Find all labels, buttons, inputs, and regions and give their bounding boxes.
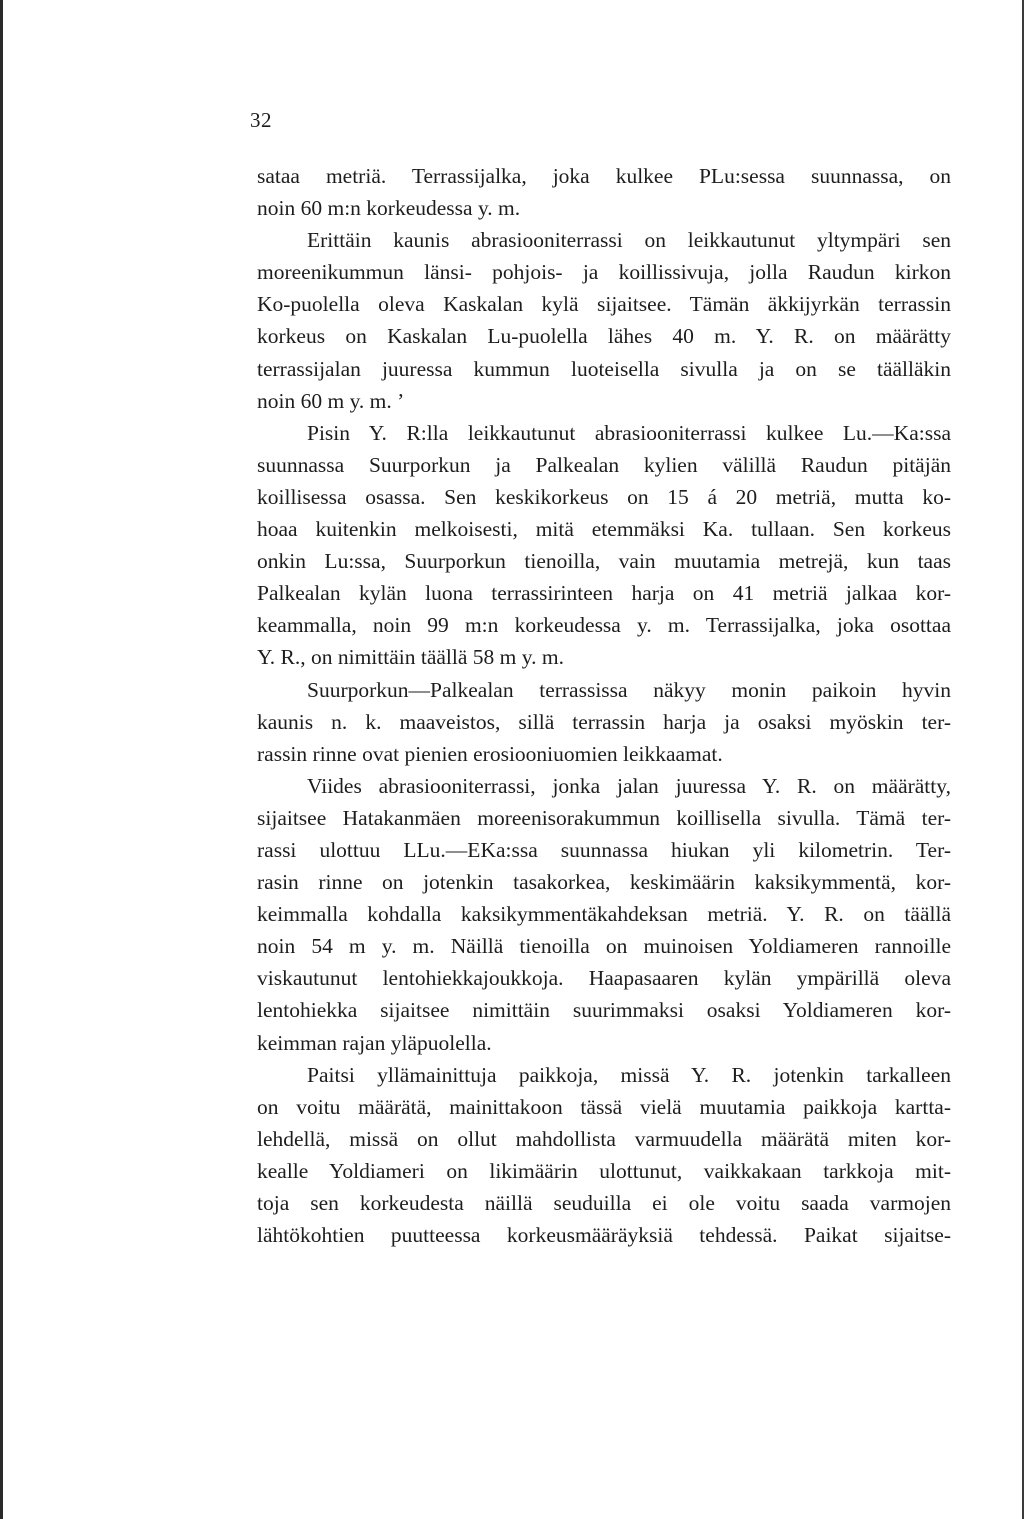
page-edge-left bbox=[0, 0, 3, 1519]
text-line: korkeus on Kaskalan Lu-puolella lähes 40 m. Y. R. on määrätty bbox=[257, 324, 951, 349]
text-line: Paitsi yllämainittuja paikkoja, missä Y. R. jotenkin tarkalleen bbox=[307, 1062, 951, 1087]
text-line: rassin rinne ovat pienien erosiooniuomien leikkaamat. bbox=[257, 741, 723, 766]
text-line: suunnassa Suurporkun ja Palkealan kylien välillä Raudun pitäjän bbox=[257, 452, 951, 477]
text-line: lehdellä, missä on ollut mahdollista varmuudella määrätä miten kor- bbox=[257, 1126, 951, 1151]
page-number: 32 bbox=[250, 108, 272, 132]
text-line: Suurporkun—Palkealan terrassissa näkyy monin paikoin hyvin bbox=[307, 677, 951, 702]
text-line: keammalla, noin 99 m:n korkeudessa y. m. Terrassijalka, joka osottaa bbox=[257, 613, 951, 638]
text-line: lähtökohtien puutteessa korkeusmääräyksiä tehdessä. Paikat sijaitse- bbox=[257, 1223, 951, 1248]
text-line: terrassijalan juuressa kummun luoteisella sivulla ja on se täälläkin bbox=[257, 356, 951, 381]
text-line: Viides abrasiooniterrassi, jonka jalan juuressa Y. R. on määrätty, bbox=[307, 773, 951, 798]
text-line: moreenikummun länsi- pohjois- ja koillissivuja, jolla Raudun kirkon bbox=[257, 260, 951, 285]
text-line: keimman rajan yläpuolella. bbox=[257, 1030, 492, 1055]
text-line: Pisin Y. R:lla leikkautunut abrasiooniterrassi kulkee Lu.—Ka:ssa bbox=[307, 420, 951, 445]
text-line: rasin rinne on jotenkin tasakorkea, keskimäärin kaksikymmentä, kor- bbox=[257, 870, 951, 895]
text-line: kealle Yoldiameri on likimäärin ulottunut, vaikkakaan tarkkoja mit- bbox=[257, 1158, 951, 1183]
text-line: viskautunut lentohiekkajoukkoja. Haapasaaren kylän ympärillä oleva bbox=[257, 966, 951, 991]
text-line: Ko-puolella oleva Kaskalan kylä sijaitsee. Tämän äkkijyrkän terrassin bbox=[257, 292, 951, 317]
text-line: rassi ulottuu LLu.—EKa:ssa suunnassa hiukan yli kilometrin. Ter- bbox=[257, 837, 951, 862]
text-line: noin 54 m y. m. Näillä tienoilla on muinoisen Yoldiameren rannoille bbox=[257, 934, 951, 959]
text-line: Palkealan kylän luona terrassirinteen harja on 41 metriä jalkaa kor- bbox=[257, 581, 951, 606]
text-line: on voitu määrätä, mainittakoon tässä vielä muutamia paikkoja kartta- bbox=[257, 1094, 951, 1119]
text-line: sataa metriä. Terrassijalka, joka kulkee PLu:sessa suunnassa, on bbox=[257, 164, 951, 188]
text-line: onkin Lu:ssa, Suurporkun tienoilla, vain muutamia metrejä, kun taas bbox=[257, 549, 951, 574]
text-line: lentohiekka sijaitsee nimittäin suurimmaksi osaksi Yoldiameren kor- bbox=[257, 998, 951, 1023]
text-line: Erittäin kaunis abrasiooniterrassi on leikkautunut yltympäri sen bbox=[307, 228, 951, 253]
text-line: toja sen korkeudesta näillä seuduilla ei ole voitu saada varmojen bbox=[257, 1191, 951, 1215]
text-line: noin 60 m:n korkeudessa y. m. bbox=[257, 196, 521, 221]
text-line: noin 60 m y. m. ’ bbox=[257, 388, 405, 413]
text-line: Y. R., on nimittäin täällä 58 m y. m. bbox=[257, 645, 564, 670]
text-line: kaunis n. k. maaveistos, sillä terrassin harja ja osaksi myöskin ter- bbox=[257, 709, 951, 734]
text-line: sijaitsee Hatakanmäen moreenisorakummun koillisella sivulla. Tämä ter- bbox=[257, 805, 951, 830]
body-text bbox=[257, 160, 951, 1251]
text-line: hoaa kuitenkin melkoisesti, mitä etemmäksi Ka. tullaan. Sen korkeus bbox=[257, 517, 951, 542]
text-line: keimmalla kohdalla kaksikymmentäkahdeksan metriä. Y. R. on täällä bbox=[257, 902, 951, 927]
text-line: koillisessa osassa. Sen keskikorkeus on 15 á 20 metriä, mutta ko- bbox=[257, 484, 951, 509]
